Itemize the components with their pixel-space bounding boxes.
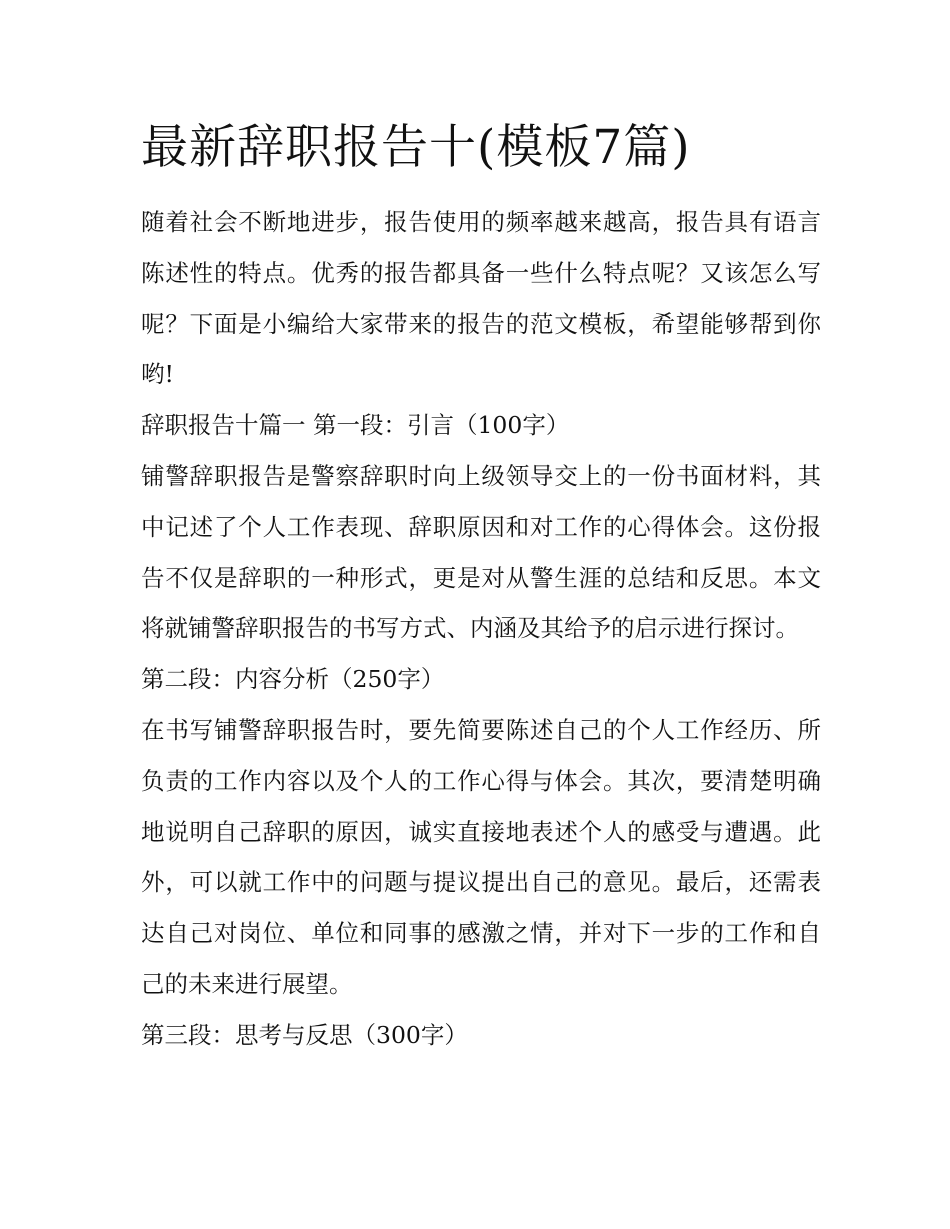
section-2-paragraph: 在书写铺警辞职报告时，要先简要陈述自己的个人工作经历、所负责的工作内容以及个人的工作心得与体会。其次，要清楚明确地说明自己辞职的原因，诚实直接地表述个人的感受与遭遇。此外，可以就工作中的问题与提议提出自己的意见。最后，还需表达自己对岗位、单位和同事的感激之情，并对下一步的工作和自己的未来进行展望。: [141, 715, 821, 998]
section-3-heading: 第三段：思考与反思（300字）: [141, 1020, 468, 1049]
document-page: [141, 118, 821, 1061]
document-title: 最新辞职报告十(模板7篇): [141, 120, 691, 175]
section-2-heading: 第二段：内容分析（250字）: [141, 665, 445, 694]
section-1-paragraph: 铺警辞职报告是警察辞职时向上级领导交上的一份书面材料，其中记述了个人工作表现、辞职原因和对工作的心得体会。这份报告不仅是辞职的一种形式，更是对从警生涯的总结和反思。本文将就铺警辞职报告的书写方式、内涵及其给予的启示进行探讨。: [141, 461, 821, 643]
section-1-heading: 辞职报告十篇一 第一段：引言（100字）: [141, 411, 570, 440]
intro-paragraph: 随着社会不断地进步，报告使用的频率越来越高，报告具有语言陈述性的特点。优秀的报告都具备一些什么特点呢？又该怎么写呢？下面是小编给大家带来的报告的范文模板，希望能够帮到你哟!: [141, 208, 821, 389]
